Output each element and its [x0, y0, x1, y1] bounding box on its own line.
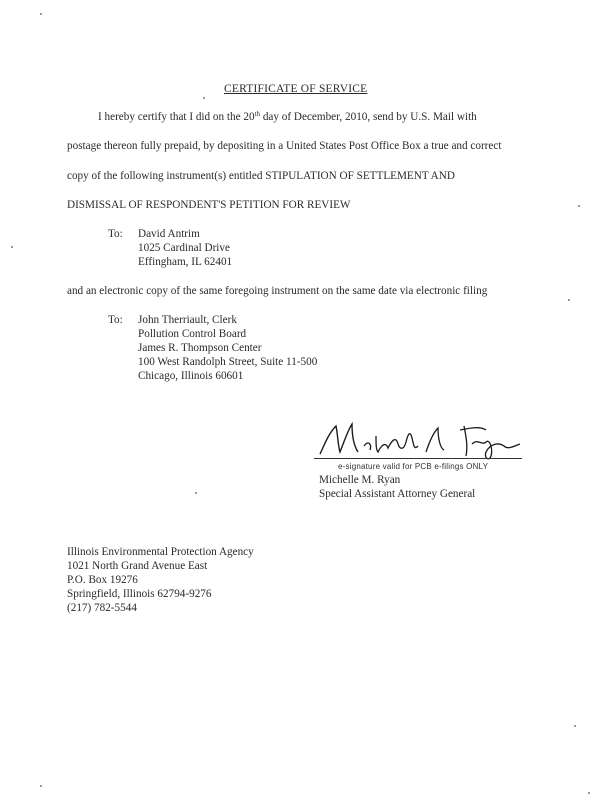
document-title: CERTIFICATE OF SERVICE — [224, 83, 368, 95]
to-label-2: To: — [108, 314, 123, 326]
agency-city: Springfield, Illinois 62794-9276 — [67, 588, 212, 600]
scan-speck — [40, 13, 42, 15]
scan-speck — [574, 725, 576, 727]
signer-name: Michelle M. Ryan — [319, 474, 401, 486]
recipient-2-street: 100 West Randolph Street, Suite 11-500 — [138, 356, 318, 368]
to-label-1: To: — [108, 228, 123, 240]
handwritten-signature — [314, 416, 526, 462]
scan-speck — [578, 205, 580, 207]
certification-line-4: DISMISSAL OF RESPONDENT'S PETITION FOR REVIEW — [67, 199, 351, 211]
recipient-1-street: 1025 Cardinal Drive — [138, 242, 230, 254]
recipient-2-city: Chicago, Illinois 60601 — [138, 370, 244, 382]
recipient-2-name: John Therriault, Clerk — [138, 314, 237, 326]
certification-line-1-start: I hereby certify that I did on the 20 — [98, 111, 255, 123]
scan-speck — [568, 299, 570, 301]
electronic-filing-statement: and an electronic copy of the same foregoing instrument on the same date via electronic filing — [67, 285, 488, 297]
scan-speck — [203, 97, 205, 99]
signer-title: Special Assistant Attorney General — [319, 488, 476, 500]
agency-street: 1021 North Grand Avenue East — [67, 560, 208, 572]
agency-po-box: P.O. Box 19276 — [67, 574, 138, 586]
e-signature-note: e-signature valid for PCB e-filings ONLY — [338, 462, 489, 471]
certification-line-3: copy of the following instrument(s) entitled STIPULATION OF SETTLEMENT AND — [67, 170, 455, 182]
agency-phone: (217) 782-5544 — [67, 602, 137, 614]
recipient-2-office: Pollution Control Board — [138, 328, 247, 340]
ordinal-suffix: th — [254, 110, 261, 118]
certification-line-1-end: day of December, 2010, send by U.S. Mail with — [260, 111, 477, 123]
scan-speck — [195, 492, 197, 494]
scan-speck — [11, 246, 13, 248]
recipient-2-building: James R. Thompson Center — [138, 342, 262, 354]
recipient-1-city: Effingham, IL 62401 — [138, 256, 233, 268]
recipient-1-name: David Antrim — [138, 228, 200, 240]
signature-line — [314, 458, 522, 459]
certification-line-1 — [98, 111, 477, 124]
scan-speck — [40, 785, 42, 787]
agency-name: Illinois Environmental Protection Agency — [67, 546, 254, 558]
scan-speck — [588, 792, 590, 794]
certification-line-2: postage thereon fully prepaid, by depositing in a United States Post Office Box a true and correct — [67, 140, 502, 152]
